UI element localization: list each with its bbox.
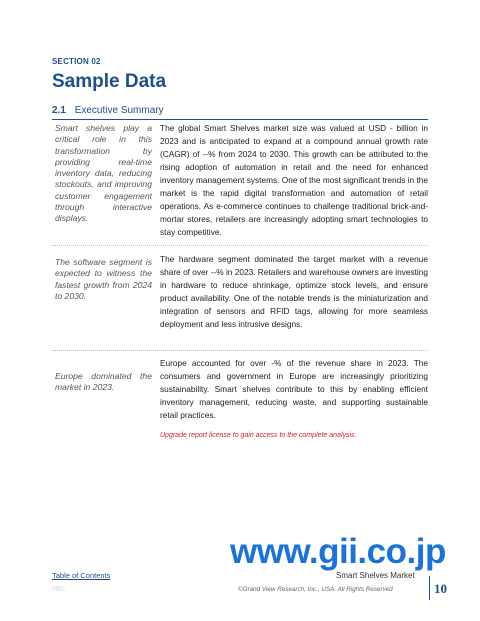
report-title-footer: Smart Shelves Market [336,571,415,580]
subsection-rule [52,119,428,120]
side-note-market-overview: Smart shelves play a critical role in this transformation by providing real-time inventory data, reducing stockouts, and improving customer engagement through interactive displays. [55,123,152,224]
side-note-software-segment: The software segment is expected to witness the fastest growth from 2024 to 2030. [55,257,152,301]
table-of-contents-link[interactable]: Table of Contents [52,571,111,580]
page-number: 10 [434,581,447,596]
faint-footer-text: HEL [52,586,66,593]
watermark-logo: www.gii.co.jp [230,532,446,571]
page-title: Sample Data [52,71,167,92]
subsection-number: 2.1 [52,105,66,116]
section-label: SECTION 02 [52,57,101,66]
footer-vertical-rule [429,576,430,600]
paragraph-market-overview: The global Smart Shelves market size was valued at USD - billion in 2023 and is anticipated to expand at a compound annual growth rate (CAGR) of --% from 2024 to 2030. This growth can be attributed to the rising adoption of automation in retail and the need for enhanced inventory management systems. One of the most significant trends in the market is the rapid digital transformation and automation of retail operations. As e-commerce continues to challenge traditional brick-and-mortar stores, retailers are increasingly adopting smart technologies to stay competitive. [160,123,428,237]
section-divider [52,245,428,246]
paragraph-europe: Europe accounted for over -% of the revenue share in 2023. The consumers and government in Europe are increasingly prioritizing sustainability. Smart shelves contribute to this by enabling efficient inventory management, reducing waste, and supporting sustainable retail practices. [160,358,428,420]
side-note-europe: Europe dominated the market in 2023. [55,371,152,393]
upgrade-license-note: Upgrade report license to gain access to the complete analysis. [160,432,357,439]
subsection-heading [52,105,428,116]
copyright-notice: ©Grand View Research, Inc., USA. All Rights Reserved [238,586,393,593]
section-divider [52,350,428,351]
paragraph-hardware-segment: The hardware segment dominated the target market with a revenue share of over --% in 2023. Retailers and warehouse owners are investing in hardware to reduce shrinkage, optimize stock levels, and ensure product availability. One of the notable trends is the miniaturization and integration of sensors and RFID tags, allowing for more seamless deployment and less intrusive designs. [160,254,428,329]
subsection-title: Executive Summary [74,105,164,116]
